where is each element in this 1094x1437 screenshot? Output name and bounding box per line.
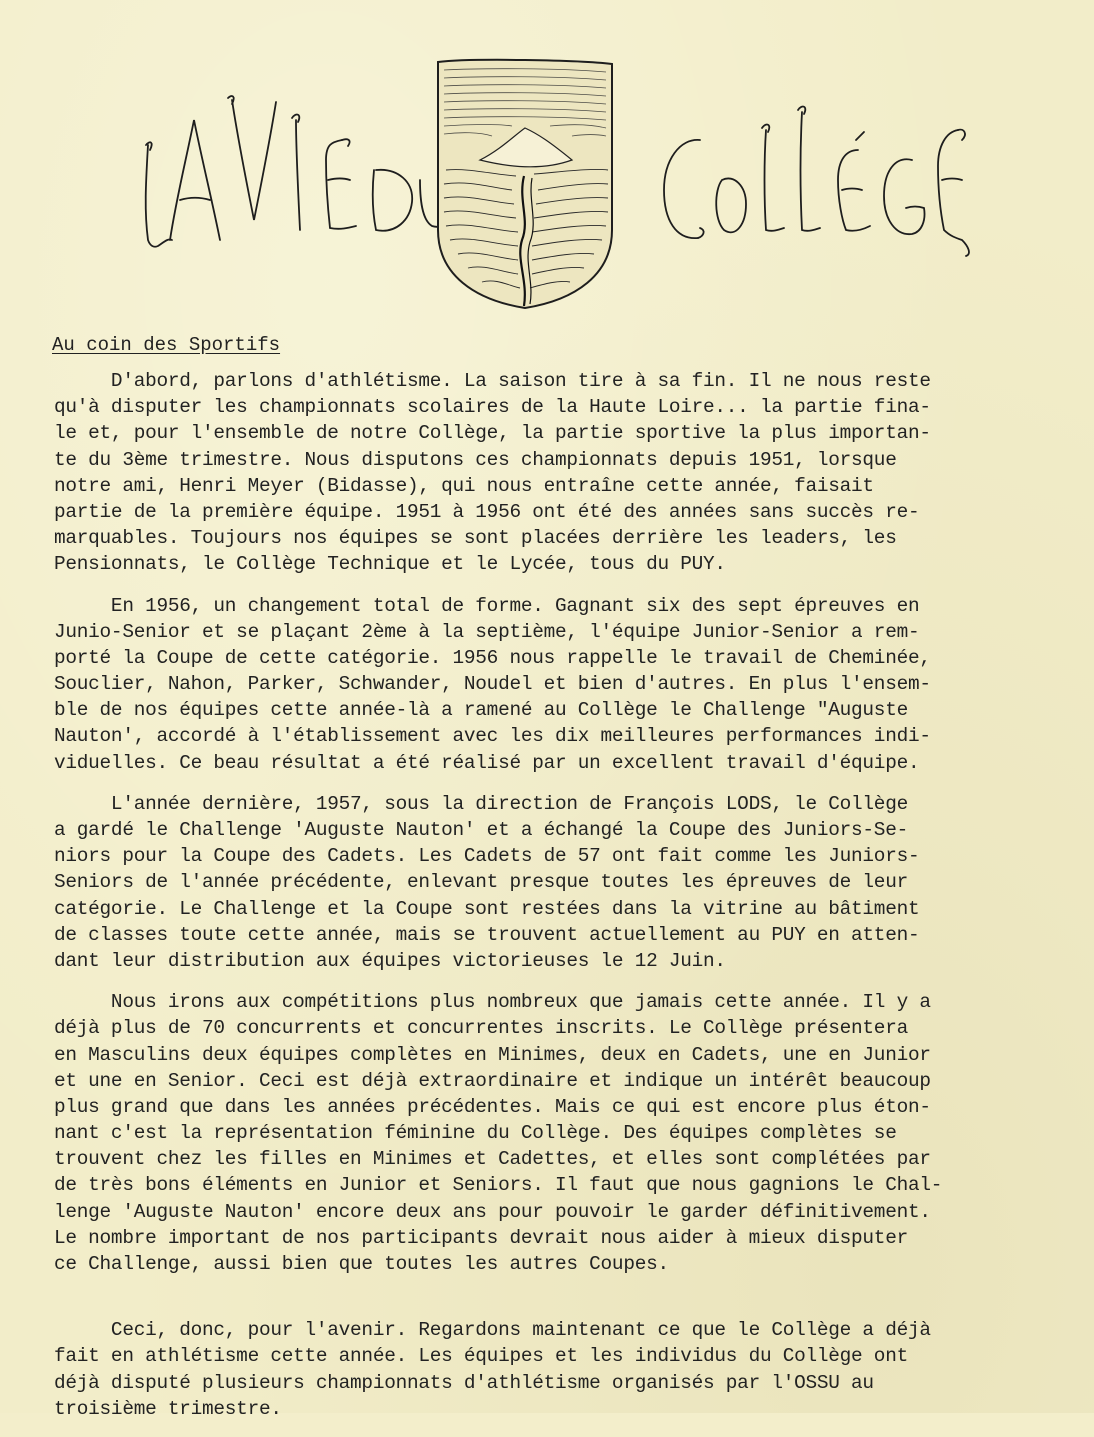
college-crest	[438, 60, 612, 308]
text-line: déjà plus de 70 concurrents et concurrentes inscrits. Le Collège présentera	[54, 1017, 908, 1040]
paragraph-2	[54, 593, 1054, 776]
text-line: de très bons éléments en Junior et Seniors. Il faut que nous gagnions le Chal-	[54, 1174, 943, 1197]
text-line: a gardé le Challenge 'Auguste Nauton' et a échangé la Coupe des Juniors-Se-	[54, 819, 908, 841]
paragraph-4	[54, 989, 1054, 1277]
section-title: Au coin des Sportifs	[52, 334, 281, 356]
text-line: ce Challenge, aussi bien que toutes les autres Coupes.	[54, 1253, 669, 1275]
text-line: fait en athlétisme cette année. Les équipes et les individus du Collège ont	[54, 1345, 908, 1368]
text-line: Nous irons aux compétitions plus nombreux que jamais cette année. Il y a	[54, 991, 931, 1014]
text-line: troisième trimestre.	[54, 1397, 282, 1420]
text-line: Junio-Senior et se plaçant 2ème à la septième, l'équipe Junior-Senior a rem-	[54, 620, 920, 643]
text-line: lenge 'Auguste Nauton' encore deux ans pour pouvoir le garder définitivement.	[54, 1200, 931, 1223]
text-line: notre ami, Henri Meyer (Bidasse), qui nous entraîne cette année, faisait	[54, 474, 874, 497]
text-line: Seniors de l'année précédente, enlevant presque toutes les épreuves de leur	[54, 871, 908, 894]
text-line: D'abord, parlons d'athlétisme. La saison tire à sa fin. Il ne nous reste	[54, 370, 931, 392]
paragraph-3	[54, 791, 1054, 974]
paragraph-1	[54, 368, 1054, 578]
masthead	[120, 50, 980, 340]
text-line: te du 3ème trimestre. Nous disputons ces championnats depuis 1951, lorsque	[54, 448, 897, 471]
text-line: dant leur distribution aux équipes victorieuses le 12 Juin.	[54, 949, 726, 972]
text-line: marquables. Toujours nos équipes se sont placées derrière les leaders, les	[54, 527, 897, 550]
text-line: Nauton', accordé à l'établissement avec les dix meilleures performances indi-	[54, 725, 931, 748]
text-line: le et, pour l'ensemble de notre Collège, la partie sportive la plus importan-	[54, 422, 931, 445]
article-body	[54, 368, 1054, 1437]
masthead-title-left	[146, 96, 454, 247]
text-line: viduelles. Ce beau résultat a été réalisé par un excellent travail d'équipe.	[54, 751, 920, 774]
text-line: de classes toute cette année, mais se trouvent actuellement au PUY en atten-	[54, 923, 920, 946]
text-line: partie de la première équipe. 1951 à 1956 ont été des années sans succès re-	[54, 500, 920, 523]
text-line: déjà disputé plusieurs championnats d'athlétisme organisés par l'OSSU au	[54, 1371, 874, 1394]
text-line: L'année dernière, 1957, sous la direction de François LODS, le Collège	[54, 792, 908, 815]
text-line: qu'à disputer les championnats scolaires de la Haute Loire... la partie fina-	[54, 396, 931, 419]
masthead-title-right	[664, 107, 969, 256]
masthead-illustration	[120, 50, 980, 340]
text-line: en Masculins deux équipes complètes en Minimes, deux en Cadets, une en Junior	[54, 1043, 931, 1066]
text-line: nant c'est la représentation féminine du Collège. Des équipes complètes se	[54, 1122, 897, 1145]
text-line: Souclier, Nahon, Parker, Schwander, Noudel et bien d'autres. En plus l'ensem-	[54, 673, 931, 696]
text-line: Ceci, donc, pour l'avenir. Regardons maintenant ce que le Collège a déjà	[54, 1319, 931, 1342]
paragraph-5	[54, 1317, 1054, 1422]
text-line: niors pour la Coupe des Cadets. Les Cadets de 57 ont fait comme les Juniors-	[54, 845, 920, 868]
text-line: Pensionnats, le Collège Technique et le Lycée, tous du PUY.	[54, 553, 726, 576]
text-line: porté la Coupe de cette catégorie. 1956 nous rappelle le travail de Cheminée,	[54, 646, 931, 669]
text-line: trouvent chez les filles en Minimes et Cadettes, et elles sont complétées par	[54, 1148, 931, 1171]
text-line: catégorie. Le Challenge et la Coupe sont restées dans la vitrine au bâtiment	[54, 897, 920, 920]
text-line: En 1956, un changement total de forme. Gagnant six des sept épreuves en	[54, 594, 920, 617]
text-line: plus grand que dans les années précédentes. Mais ce qui est encore plus éton-	[54, 1095, 931, 1118]
text-line: ble de nos équipes cette année-là a ramené au Collège le Challenge "Auguste	[54, 699, 908, 722]
text-line: et une en Senior. Ceci est déjà extraordinaire et indique un intérêt beaucoup	[54, 1069, 931, 1092]
text-line: Le nombre important de nos participants devrait nous aider à mieux disputer	[54, 1226, 908, 1249]
